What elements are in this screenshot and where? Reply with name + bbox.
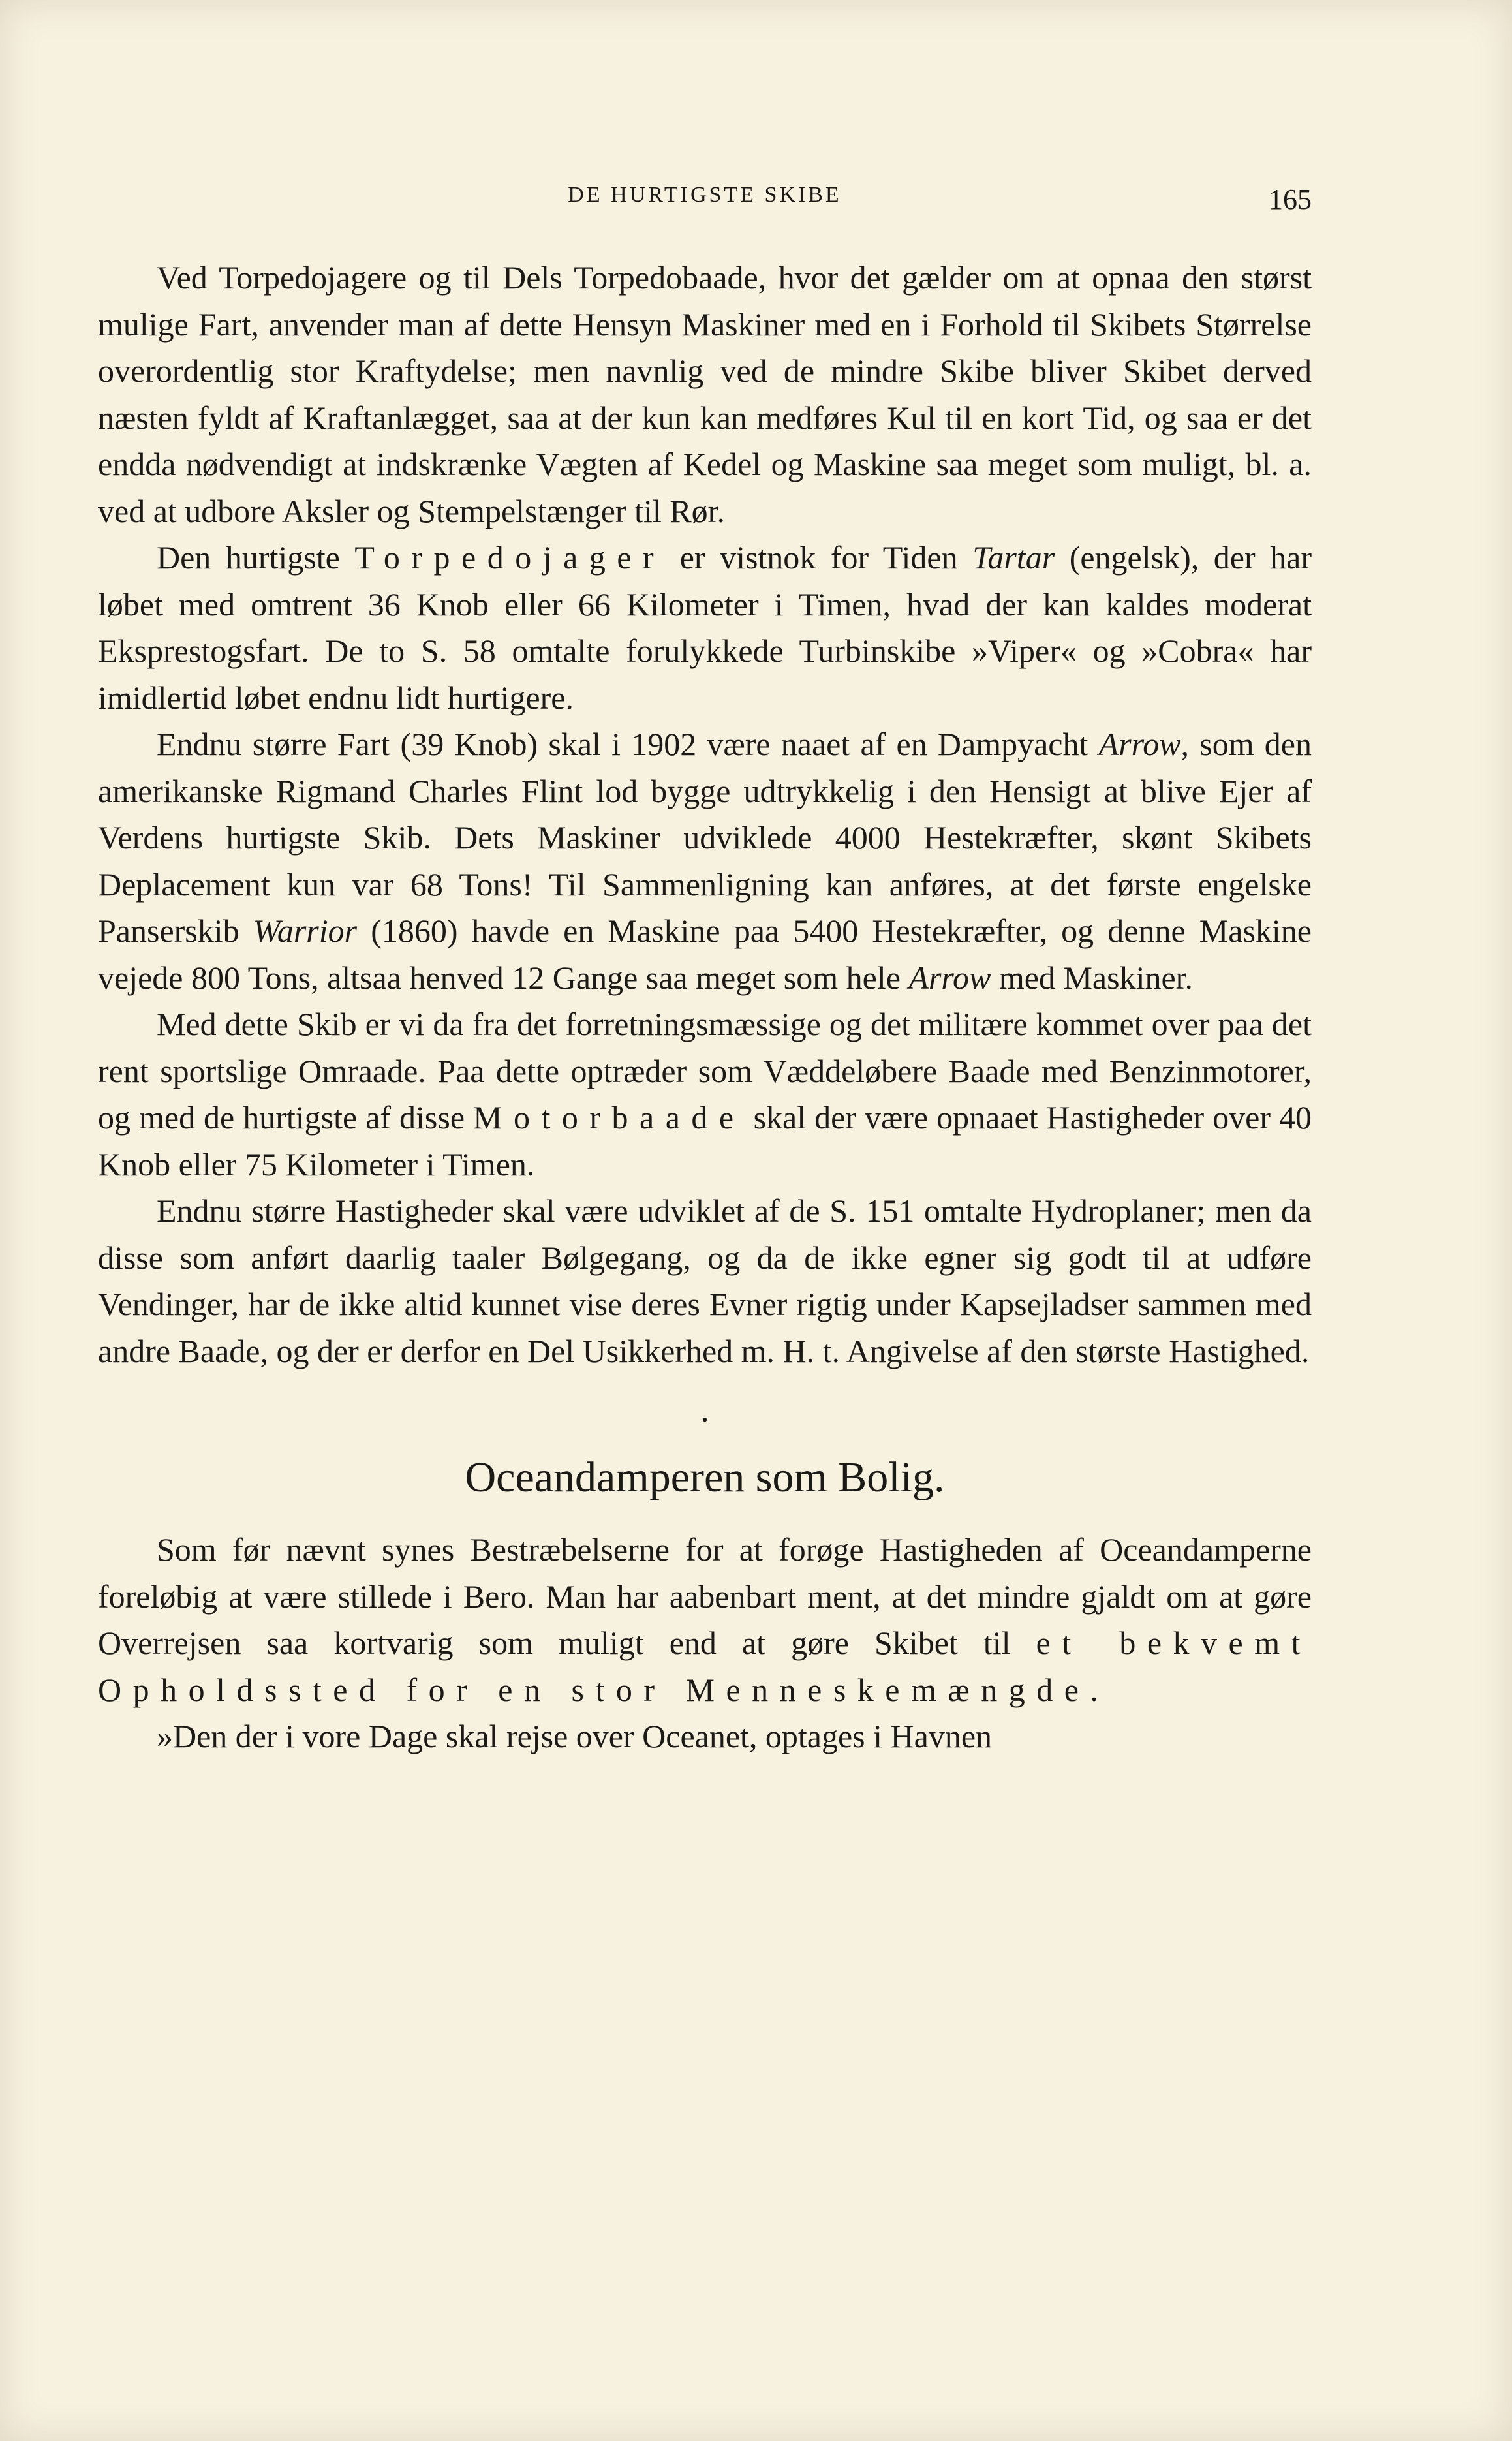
text-run: . [1090, 1671, 1098, 1708]
paragraph-tartar [98, 535, 1312, 721]
text-run: med Maskiner. [991, 959, 1194, 996]
ship-name: Arrow [908, 959, 991, 996]
paragraph-quote-start: »Den der i vore Dage skal rejse over Oceanet, optages i Havnen [157, 1718, 993, 1754]
spaced-term: Torpedojager [354, 539, 666, 576]
paragraph-torpedojagere: Ved Torpedojagere og til Dels Torpedobaade, hvor det gælder om at opnaa den størst mulige Fart, anvender man af dette Hensyn Maskiner med en i Forhold til Skibets Størrelse overordentlig stor Kraftydelse; men navnlig ved de mindre Skibe bliver Skibet derved næsten fyldt af Kraftanlægget, saa at der kun kan medføres Kul til en kort Tid, og saa er det endda nødvendigt at indskrænke Vægten af Kedel og Maskine saa meget som muligt, bl. a. ved at udbore Aksler og Stempelstænger til Rør. [98, 259, 1312, 529]
page-number: 165 [1269, 183, 1312, 215]
text-run: Med dette Skib er vi da fra det forretningsmæssige og det militære kommet over paa det rent sportslige Omraade. Paa dette optræder som Væddeløbere Baade med Benzinmotorer, og med de hurtigste af disse [98, 1006, 1312, 1136]
paragraph-hydroplaner: Endnu større Hastigheder skal være udviklet af de S. 151 omtalte Hydroplaner; men da disse som anført daarlig taaler Bølgegang, og da de ikke egner sig godt til at udføre Vendinger, har de ikke altid kunnet vise deres Evner rigtig under Kapsejladser sammen med andre Baade, og der er derfor en Del Usikkerhed m. H. t. Angivelse af den største Hastighed. [98, 1192, 1312, 1369]
spaced-term: Motorbaade [473, 1099, 745, 1136]
text-run: er vistnok for Tiden [665, 539, 973, 576]
section-title: Oceandamperen som Bolig. [465, 1454, 945, 1501]
page-body [98, 255, 1312, 1760]
text-run: Som før nævnt synes Bestræbelserne for at forøge Hastigheden af Oceandamperne foreløbig at være stillede i Bero. Man har aabenbart ment, at det mindre gjaldt om at gøre Overrejsen saa kortvarig som muligt end at gøre Skibet til [98, 1531, 1312, 1661]
running-head: DE HURTIGSTE SKIBE [568, 183, 842, 207]
text-run: , som den amerikanske Rigmand Charles Flint lod bygge udtrykkelig i den Hensigt at blive Ejer af Verdens hurtigste Skib. Dets Maskiner udviklede 4000 Hestekræfter, skønt Skibets Deplacement kun var 68 Tons! Til Sammenligning kan anføres, at det første engelske Panserskib [98, 726, 1312, 949]
text-run: Endnu større Fart (39 Knob) skal i 1902 være naaet af en Dampyacht [157, 726, 1099, 762]
ship-name: Arrow [1098, 726, 1181, 762]
text-run: (engelsk), der har løbet med omtrent 36 Knob eller 66 Kilometer i Timen, hvad der kan kaldes moderat Eksprestogsfart. De to S. 58 omtalte forulykkede Turbinskibe »Viper« og »Cobra« har imidlertid løbet endnu lidt hurtigere. [98, 539, 1312, 716]
text-run: (1860) havde en Maskine paa 5400 Hestekræfter, og denne Maskine vejede 800 Tons, altsaa henved 12 Gange saa meget som hele [98, 912, 1312, 996]
paragraph-arrow [98, 721, 1312, 1001]
text-run: Den hurtigste [157, 539, 355, 576]
ship-name: Tartar [972, 539, 1055, 576]
page-header [98, 183, 1312, 222]
paragraph-oceandamperne [98, 1527, 1312, 1713]
paragraph-motorbaade [98, 1001, 1312, 1188]
ship-name: Warrior [253, 912, 358, 949]
spaced-term: et bekvemt Opholdssted for en stor Menneskemængde [98, 1625, 1312, 1708]
section-ornament: • [702, 1410, 708, 1429]
text-run: skal der være opnaaet Hastigheder over 40 Knob eller 75 Kilometer i Timen. [98, 1099, 1312, 1183]
